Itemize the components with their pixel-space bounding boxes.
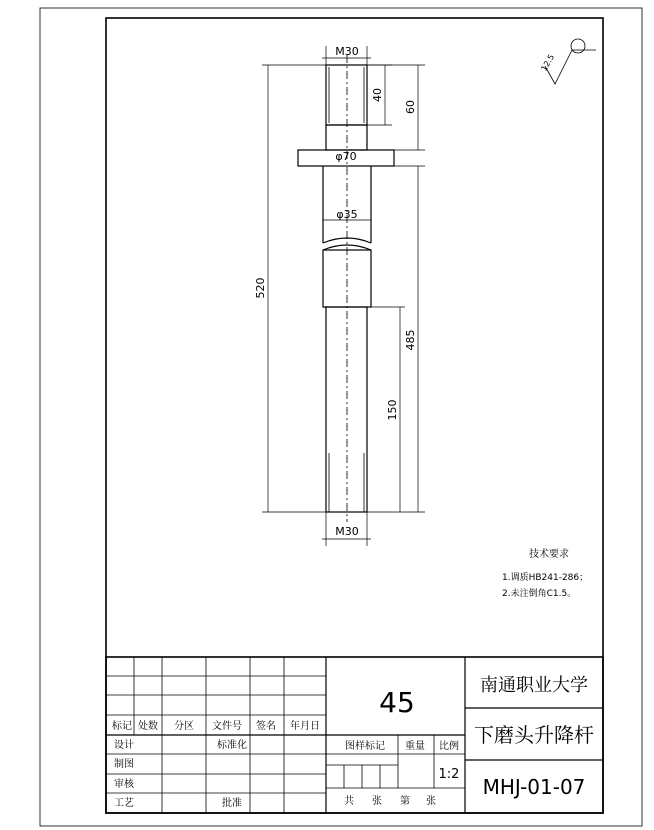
sheets-total-label: 共 [344,796,354,807]
school-name: 南通职业大学 [480,675,588,696]
technical-requirements [502,547,588,599]
sheet-no-label: 第 [400,796,410,807]
row-approve: 批准 [222,798,242,809]
sheet-no-unit: 张 [426,796,436,807]
row-design: 设计 [114,740,134,751]
header-doc-no: 文件号 [212,721,242,732]
dim-length-150: 150 [386,399,399,421]
header-count: 处数 [138,721,158,732]
title-block [106,657,603,813]
dim-length-485: 485 [404,329,417,351]
scale-value: 1:2 [438,767,460,782]
row-process: 工艺 [114,798,134,809]
header-date: 年月日 [290,721,320,732]
outer-border [40,8,642,826]
scale-label: 比例 [439,741,459,752]
row-drafting: 制图 [114,759,134,770]
dim-thread-bottom: M30 [335,525,359,538]
drawing-number: MHJ-01-07 [482,775,586,799]
dim-length-60: 60 [404,100,417,114]
dim-length-40: 40 [371,88,384,102]
part-name: 下磨头升降杆 [474,723,594,747]
row-review: 审核 [114,779,134,790]
tech-requirement-2: 2.未注倒角C1.5。 [502,589,577,599]
row-standardize: 标准化 [217,740,247,751]
material: 45 [379,686,415,719]
sheets-total-unit: 张 [372,796,382,807]
header-zone: 分区 [174,721,194,732]
surface-finish-symbol [539,39,596,84]
header-mark: 标记 [112,721,132,732]
weight-label: 重量 [405,741,425,752]
dim-total-length: 520 [254,277,267,299]
stage-mark-label: 图样标记 [345,741,385,752]
tech-requirements-title: 技术要求 [529,549,569,560]
dimensions [254,45,425,546]
surface-roughness-value: 12.5 [539,52,557,73]
dim-flange-diameter: φ70 [335,150,357,163]
dim-thread-top: M30 [335,45,359,58]
tech-requirement-1: 1.调质HB241-286； [502,573,589,583]
header-signature: 签名 [256,721,276,732]
dim-shaft-diameter: φ35 [336,208,358,221]
